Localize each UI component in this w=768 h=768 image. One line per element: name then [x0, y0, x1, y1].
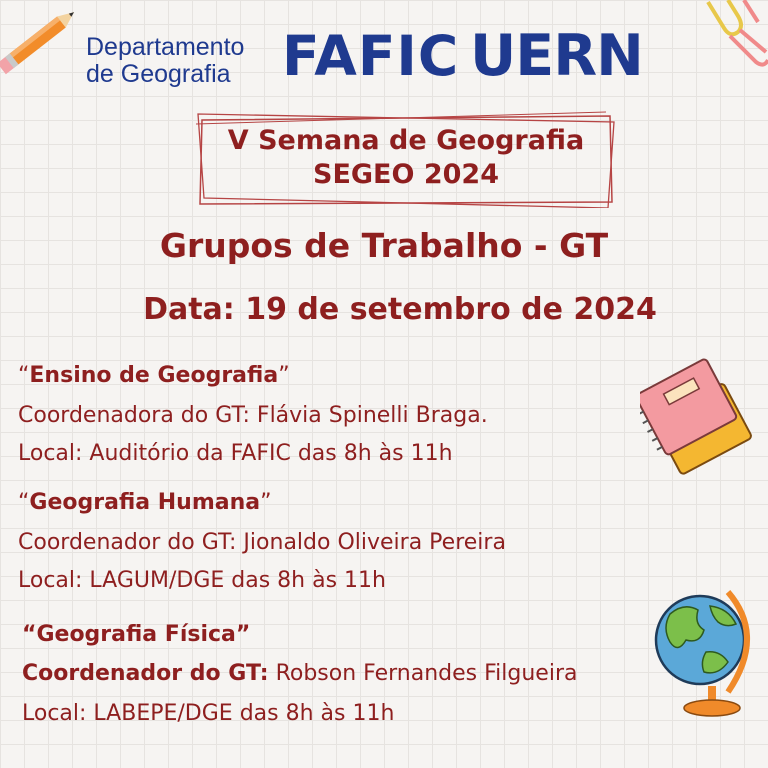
section-heading: Grupos de Trabalho - GT [159, 226, 609, 265]
group-3-title: “Geografia Física” [22, 622, 251, 647]
close-quote: ” [278, 363, 290, 388]
group-3-local: Local: LABEPE/DGE das 8h às 11h [22, 701, 395, 726]
globe-icon [648, 580, 766, 720]
paperclip-icon [700, 0, 768, 70]
close-quote: ” [260, 490, 272, 515]
fafic-logo: FAFIC [282, 24, 460, 88]
group-2-coordinator: Coordenador do GT: Jionaldo Oliveira Pereira [18, 530, 506, 555]
department-line-2: de Geografia [86, 60, 231, 88]
department-line-1: Departamento [86, 33, 245, 61]
group-1-coordinator: Coordenadora do GT: Flávia Spinelli Braga. [18, 403, 488, 428]
open-quote: “ [18, 363, 30, 388]
department-name [86, 34, 244, 88]
event-title-box [196, 110, 616, 208]
uern-logo: UERN [470, 23, 643, 89]
group-2-name: Geografia Humana [29, 490, 261, 515]
event-date: Data: 19 de setembro de 2024 [143, 292, 657, 327]
group-1-name: Ensino de Geografia [29, 363, 279, 388]
group-1-local: Local: Auditório da FAFIC das 8h às 11h [18, 441, 453, 466]
notebooks-icon [640, 350, 760, 480]
event-title: V Semana de Geografia [227, 125, 585, 156]
group-1-title [18, 363, 290, 388]
group-3-coordinator [22, 661, 577, 686]
event-edition: SEGEO 2024 [313, 159, 499, 190]
coordinator-label: Coordenador do GT: [22, 661, 269, 686]
pencil-icon [0, 0, 90, 80]
group-2-title [18, 490, 272, 515]
open-quote: “ [18, 490, 30, 515]
coordinator-name: Robson Fernandes Filgueira [268, 661, 578, 686]
group-2-local: Local: LAGUM/DGE das 8h às 11h [18, 568, 386, 593]
